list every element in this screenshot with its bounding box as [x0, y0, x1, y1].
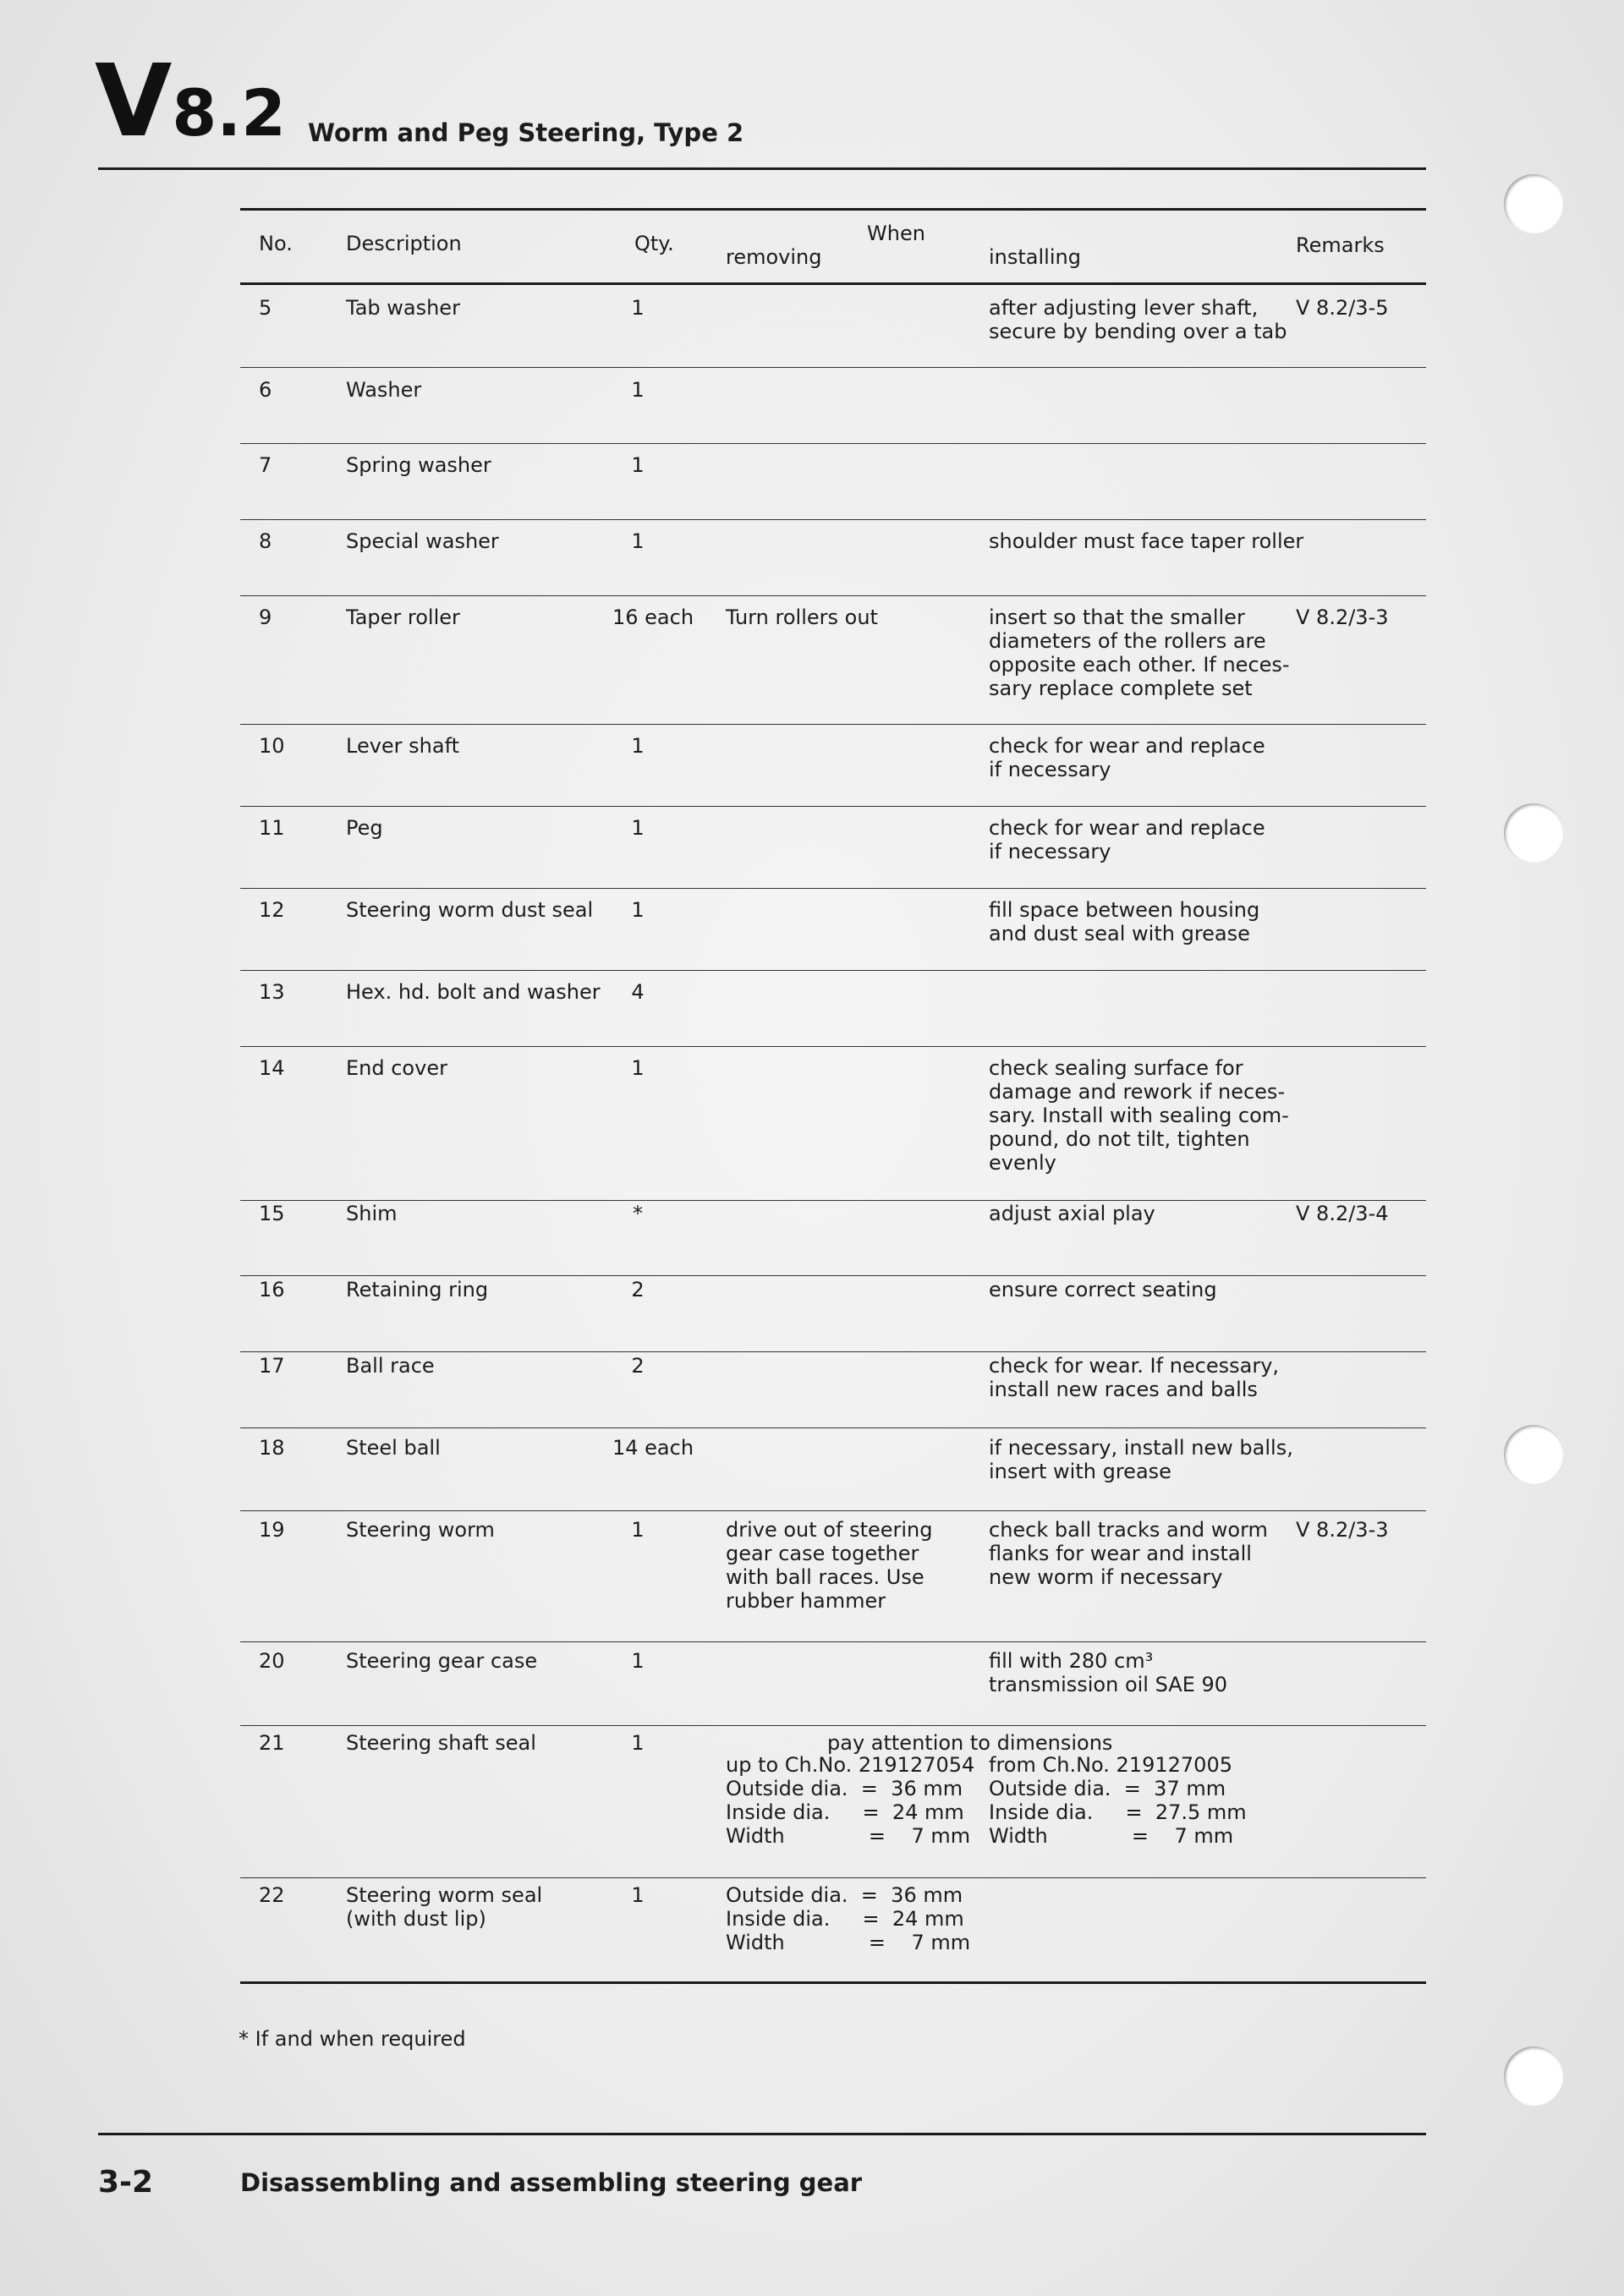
- row-remarks: V 8.2/3-5: [1296, 296, 1389, 320]
- row-separator: [240, 519, 1426, 520]
- row-separator: [240, 1046, 1426, 1047]
- row-quantity: 1: [631, 1518, 645, 1542]
- row-description: Ball race: [346, 1354, 435, 1378]
- row-installing: after adjusting lever shaft, secure by bending over a tab: [989, 296, 1287, 343]
- row-installing: adjust axial play: [989, 1202, 1155, 1225]
- row-number: 18: [259, 1436, 285, 1460]
- footnote: * If and when required: [239, 2027, 466, 2051]
- footer-title: Disassembling and assembling steering gear: [240, 2168, 863, 2197]
- row-description: Hex. hd. bolt and washer: [346, 980, 601, 1004]
- column-header-when: When: [867, 222, 925, 245]
- row-description: Washer: [346, 378, 422, 402]
- column-header-no: No.: [259, 232, 293, 255]
- row-dimension-note: pay attention to dimensions: [827, 1731, 1113, 1755]
- row-description: Steel ball: [346, 1436, 441, 1460]
- row-separator: [240, 1427, 1426, 1428]
- section-code: V8.2: [95, 42, 286, 159]
- row-description: Retaining ring: [346, 1278, 489, 1301]
- row-quantity: 1: [631, 1731, 645, 1755]
- row-number: 10: [259, 734, 285, 758]
- row-description: Shim: [346, 1202, 398, 1225]
- row-separator: [240, 888, 1426, 889]
- row-number: 17: [259, 1354, 285, 1378]
- row-description: Spring washer: [346, 453, 491, 477]
- row-description: Steering shaft seal: [346, 1731, 536, 1755]
- row-description: Steering worm dust seal: [346, 898, 594, 922]
- row-number: 8: [259, 529, 272, 553]
- column-header-installing: installing: [989, 245, 1081, 269]
- row-separator: [240, 1510, 1426, 1511]
- row-installing: check for wear and replace if necessary: [989, 816, 1265, 863]
- row-number: 15: [259, 1202, 285, 1225]
- row-installing: fill with 280 cm³ transmission oil SAE 90: [989, 1649, 1228, 1696]
- row-number: 9: [259, 606, 272, 629]
- row-number: 21: [259, 1731, 285, 1755]
- row-quantity: 1: [631, 898, 645, 922]
- column-header-description: Description: [346, 232, 462, 255]
- page-title: Worm and Peg Steering, Type 2: [308, 118, 744, 147]
- row-installing: fill space between housing and dust seal with grease: [989, 898, 1260, 945]
- row-installing: if necessary, install new balls, insert with grease: [989, 1436, 1293, 1483]
- row-number: 12: [259, 898, 285, 922]
- table-top-rule: [240, 208, 1426, 211]
- row-quantity: 2: [631, 1354, 645, 1378]
- row-installing: check for wear and replace if necessary: [989, 734, 1265, 781]
- row-number: 14: [259, 1056, 285, 1080]
- row-number: 16: [259, 1278, 285, 1301]
- row-description: Steering gear case: [346, 1649, 538, 1673]
- row-separator: [240, 1200, 1426, 1201]
- row-separator: [240, 806, 1426, 807]
- page-number: 3-2: [98, 2165, 154, 2200]
- row-quantity: 16 each: [612, 606, 694, 629]
- row-number: 5: [259, 296, 272, 320]
- row-quantity: 1: [631, 734, 645, 758]
- row-description: Steering worm: [346, 1518, 495, 1542]
- row-description: Lever shaft: [346, 734, 460, 758]
- column-header-qty: Qty.: [634, 232, 674, 255]
- row-quantity: 1: [631, 529, 645, 553]
- row-quantity: 1: [631, 1883, 645, 1907]
- row-description: Steering worm seal (with dust lip): [346, 1883, 543, 1931]
- row-remarks: V 8.2/3-4: [1296, 1202, 1389, 1225]
- row-number: 7: [259, 453, 272, 477]
- punch-hole: [1504, 2047, 1563, 2106]
- row-separator: [240, 1877, 1426, 1878]
- row-quantity: 1: [631, 453, 645, 477]
- row-separator: [240, 1641, 1426, 1642]
- row-quantity: 1: [631, 1056, 645, 1080]
- row-quantity: 1: [631, 378, 645, 402]
- row-number: 13: [259, 980, 285, 1004]
- row-number: 19: [259, 1518, 285, 1542]
- row-installing: check for wear. If necessary, install new races and balls: [989, 1354, 1280, 1401]
- row-number: 20: [259, 1649, 285, 1673]
- row-quantity: 1: [631, 296, 645, 320]
- row-separator: [240, 1351, 1426, 1352]
- row-description: Special washer: [346, 529, 499, 553]
- punch-hole: [1504, 1425, 1563, 1484]
- row-separator: [240, 443, 1426, 444]
- row-installing: shoulder must face taper roller: [989, 529, 1304, 553]
- header-rule: [98, 167, 1426, 170]
- punch-hole: [1504, 174, 1563, 233]
- row-description: Tab washer: [346, 296, 460, 320]
- row-quantity: 14 each: [612, 1436, 694, 1460]
- row-removing: Outside dia. = 36 mm Inside dia. = 24 mm Width = 7 mm: [726, 1883, 971, 1954]
- row-quantity: *: [633, 1202, 643, 1225]
- row-quantity: 4: [631, 980, 645, 1004]
- row-installing: check sealing surface for damage and rework if neces- sary. Install with sealing com- pound, do not tilt, tighten evenly: [989, 1056, 1289, 1175]
- column-header-remarks: Remarks: [1296, 233, 1385, 257]
- row-separator: [240, 1275, 1426, 1276]
- row-number: 6: [259, 378, 272, 402]
- row-description: Taper roller: [346, 606, 460, 629]
- row-number: 22: [259, 1883, 285, 1907]
- row-installing: from Ch.No. 219127005 Outside dia. = 37 mm Inside dia. = 27.5 mm Width = 7 mm: [989, 1753, 1247, 1848]
- row-quantity: 1: [631, 816, 645, 840]
- row-number: 11: [259, 816, 285, 840]
- row-separator: [240, 595, 1426, 596]
- row-remarks: V 8.2/3-3: [1296, 606, 1389, 629]
- row-removing: drive out of steering gear case together with ball races. Use rubber hammer: [726, 1518, 933, 1613]
- row-separator: [240, 1725, 1426, 1726]
- row-separator: [240, 724, 1426, 725]
- row-description: Peg: [346, 816, 383, 840]
- row-quantity: 2: [631, 1278, 645, 1301]
- row-description: End cover: [346, 1056, 447, 1080]
- row-remarks: V 8.2/3-3: [1296, 1518, 1389, 1542]
- row-quantity: 1: [631, 1649, 645, 1673]
- footer-rule: [98, 2133, 1426, 2135]
- row-separator: [240, 970, 1426, 971]
- row-installing: insert so that the smaller diameters of the rollers are opposite each other. If neces- sary replace complete set: [989, 606, 1290, 700]
- row-installing: check ball tracks and worm flanks for wear and install new worm if necessary: [989, 1518, 1268, 1589]
- punch-hole: [1504, 803, 1563, 863]
- header-bottom-rule: [240, 282, 1426, 285]
- table-bottom-rule: [240, 1981, 1426, 1984]
- row-removing: up to Ch.No. 219127054 Outside dia. = 36 mm Inside dia. = 24 mm Width = 7 mm: [726, 1753, 975, 1848]
- row-removing: Turn rollers out: [726, 606, 878, 629]
- row-installing: ensure correct seating: [989, 1278, 1217, 1301]
- column-header-removing: removing: [726, 245, 822, 269]
- row-separator: [240, 367, 1426, 368]
